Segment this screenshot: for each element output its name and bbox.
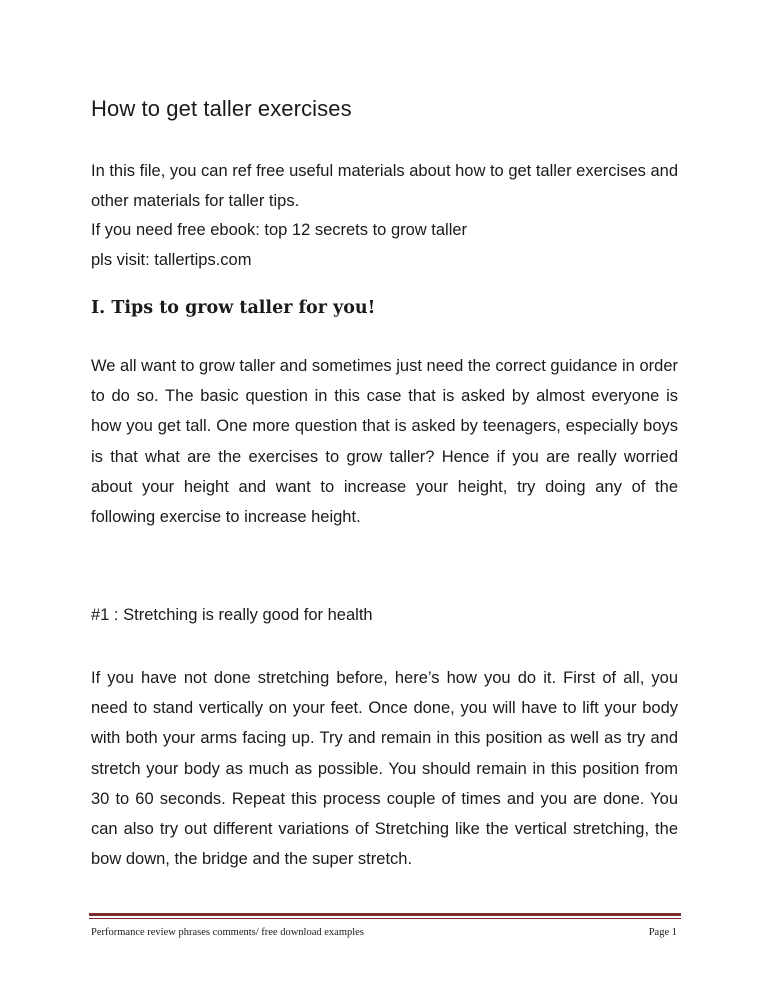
footer-text: Performance review phrases comments/ free download examples xyxy=(91,927,364,938)
document-title: How to get taller exercises xyxy=(91,96,352,121)
footer-rule-thin xyxy=(89,918,681,919)
intro-line-1: In this file, you can ref free useful materials about how to get taller exercises and other materials for taller tips. xyxy=(91,162,678,210)
paragraph-2: If you have not done stretching before, here’s how you do it. First of all, you need to stand vertically on your feet. Once done, you will have to lift your body with both your arms facing up. Try and remain in this position as well as try and stretch your body as much as possible. You should remain in this position from 30 to 60 seconds. Repeat this process couple of times and you are done. You can also try out different variations of Stretching like the vertical stretching, the bow down, the bridge and the super stretch. xyxy=(91,669,678,869)
section-heading: I. Tips to grow taller for you! xyxy=(91,298,376,318)
page-number: Page 1 xyxy=(648,927,677,938)
intro-block xyxy=(91,157,678,275)
intro-line-2: If you need free ebook: top 12 secrets to grow taller xyxy=(91,221,468,239)
intro-line-3: pls visit: tallertips.com xyxy=(91,250,252,269)
footer-rule-thick xyxy=(89,913,681,916)
paragraph-1: We all want to grow taller and sometimes just need the correct guidance in order to do so. The basic question in this case that is asked by almost everyone is how you get tall. One more question that is asked by teenagers, especially boys is that what are the exercises to grow taller? Hence if you are really worried about your height and want to increase your height, try doing any of the following exercise to increase height. xyxy=(91,357,678,527)
subheading: #1 : Stretching is really good for health xyxy=(91,606,373,624)
